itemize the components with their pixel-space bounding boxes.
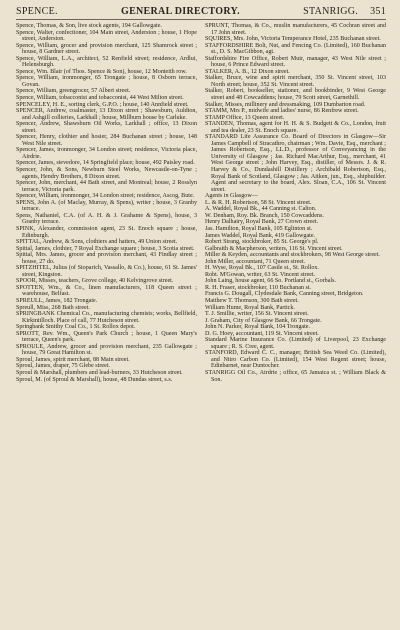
directory-entry: Spencer, John, merchant, 44 Bath street, and Montreal; house, 2 Rosslyn terrace, Victoria park. [16, 180, 197, 193]
page-number: 351 [370, 6, 386, 17]
directory-entry: Spence, Thomas, & Son, live stock agents, 194 Gallowgate. [16, 23, 162, 29]
directory-entry: Henry Dalhairy, Royal Bank, 27 Crown street. [205, 219, 319, 226]
directory-entry: Spence, William, tobacconist and tobacconist, 44 West Milton street. [16, 95, 184, 102]
header-left-name: SPENCE. [16, 6, 58, 17]
directory-entry: Spence, William, grocer and provision merchant, 125 Shamrock street ; house, 8 Gardner street. [16, 42, 197, 56]
directory-entry: Francis G. Dougall, Clydesdale Bank, Canning street, Bridgeton. [205, 291, 364, 298]
directory-entry: SPENS, John A. (of Maclay, Murray, & Spens), writer ; house, 3 Granby terrace. [16, 199, 197, 213]
directory-entry: SPROULE, Andrew, grocer and provision merchant, 235 Gallowgate ; house, 79 Great Hamilton st. [16, 343, 197, 357]
directory-entry: Agents in Glasgow— [205, 193, 258, 200]
header-right-name: STANRIGG. [303, 6, 359, 17]
directory-entry: Spencer, Henry, clothier and hosier, 284 Buchanan street ; house, 148 West Nile street. [16, 134, 197, 147]
directory-entry: Spence, William, ironmonger, 65 Trongate ; house, 8 Osborn terrace, Govan. [16, 75, 197, 88]
directory-entry: Spencer, John, & Sons, Newburn Steel Works, Newcastle-on-Tyne ; agents, Hendry Brothers, 8 Dixon street. [16, 167, 197, 180]
directory-entry: SPENCER, Andrew, coalmaster, 13 Dixon street ; Shawsburn, Auldton, and Ashgill collieries, Larkhall ; house, Millburn house by Carluke. [16, 108, 197, 121]
directory-entry: STAMP Office, 13 Queen street. [205, 114, 285, 121]
directory-entry: Sproul, James, spirit merchant, 88 Main street. [16, 356, 130, 363]
directory-entry: William Hume, Royal Bank, Partick. [205, 304, 295, 311]
directory-entry: Stalker, Bruce, wine and spirit merchant, 350 St. Vincent street, 103 North street; house, 352 St. Vincent street. [205, 75, 386, 88]
directory-entry: W. Denham, Roy. Bk. Branch, 150 Cowcaddens. [205, 212, 324, 219]
directory-entry: Sproul, James, draper, 75 Glebe street. [16, 363, 111, 370]
directory-entry: T. J. Smillie, writer, 156 St. Vincent street. [205, 311, 309, 318]
directory-columns [16, 23, 386, 383]
directory-entry: SPOTTEN, Wm., & Co., linen manufacturers, 118 Queen street ; warehouse, Belfast. [16, 284, 197, 298]
directory-entry: Standard Marine Insurance Co. (Limited) of Liverpool, 23 Exchange square ; R. S. Cree, agent. [205, 337, 386, 350]
directory-entry: STANDARD Life Assurance Co. Board of Directors in Glasgow—Sir James Campbell of Stracathro, chairman ; Wm. Davie, Esq., merchant ; James Robertson, Esq., LL.D., professor of Conveyancing in the University of Glasgow ; Jas. Richard MacArthur, Esq., merchant, 41 West George street ; John Harvey, Esq., distiller, of Messrs. J. & R. Harvey & Co., Dundashill Distillery ; Archibald Robertson, Esq., Royal Bank of Scotland, Glasgow ; Jas. Aitken, jun., Esq., shipbuilder. Agent and secretary to the board, Alex. Sloan, C.A., 106 St. Vincent street. [205, 134, 386, 193]
right-column [205, 23, 386, 383]
directory-entry: Spence, Walter, confectioner, 104 Main street, Anderston ; house, 1 Hope street, Anderston. [16, 29, 197, 43]
directory-entry: Spencer, James, ironmonger, 34 London street; residence, Victoria place, Airdrie. [16, 147, 197, 160]
directory-entry: SPOOR, Misses, teachers, Grove college, 40 Kelvingrove street. [16, 278, 174, 285]
directory-entry: STAMM, Mrs P., midwife and ladies' nurse, 86 Renfrew street. [205, 108, 359, 115]
directory-entry: John Laing, house agent, 66 So. Portland st., Gorbals. [205, 278, 337, 285]
directory-entry: SPROTT, Rev. Wm., Queen's Park Church ; house, 1 Queen Mary's terrace, Queen's park. [16, 330, 197, 344]
directory-entry: SPENCELEY, H. E., sorting clerk, G.P.O. ; house, 140 Annfield street. [16, 101, 189, 108]
directory-entry: L. & R. H. Robertson, 58 St. Vincent street. [205, 199, 312, 206]
directory-entry: Spens, Nathaniel, C.A. (of A. H. & J. Grahame & Spens), house, 3 Granby terrace. [16, 212, 197, 226]
page-header [16, 6, 386, 20]
directory-entry: Stalker, Robert, bookseller, stationer, and bookbinder, 9 West George street and 48 Cowcaddens; house, 79 Scott street, Garnethill. [205, 88, 386, 102]
directory-entry: John N. Parker, Royal Bank, 104 Trongate. [205, 324, 311, 331]
directory-entry: SPINK, Alexander, commission agent, 23 St. Enoch square ; house, Edinburgh. [16, 225, 197, 239]
directory-entry: Spence, Wm. Blair (of Thos. Spence & Son), house, 12 Monteith row. [16, 68, 187, 75]
directory-entry: R. H. Fraser, stockbroker, 110 Buchanan st. [205, 284, 312, 291]
directory-entry: Spencer, William, ironmonger, 34 London street; residence, Ascog, Bute. [16, 193, 195, 200]
directory-entry: SPREULL, James, 182 Trongate. [16, 297, 98, 304]
directory-entry: SQUIRES, Mrs. John, Victoria Temperance Hotel, 235 Buchanan street. [205, 36, 381, 43]
directory-entry: Miller & Keyden, accountants and stockbrokers, 98 West George street. [205, 252, 380, 259]
directory-entry: SPITZHITEL, Julius (of Stoparich, Vassallo, & Co.), house, 61 St. James' street, Kingston. [16, 265, 197, 278]
directory-entry: Spittal, Mrs. James, grocer and provision merchant, 43 Findlay street ; house, 27 do. [16, 252, 197, 265]
directory-entry: STALKER, A. B., 12 Dixon street. [205, 68, 290, 75]
directory-entry: Matthew T. Thomson, 300 Bath street. [205, 297, 299, 304]
directory-entry: A. Waddel, Royal Bk., 44 Canning st. Calton. [205, 206, 317, 213]
directory-entry: STANDEN, Thomas, agent for H. H. & S. Budgett & Co., London, fruit and tea dealer, 23 St. Enoch square. [205, 121, 386, 134]
directory-entry: D. G. Hoey, accountant, 119 St. Vincent street. [205, 330, 319, 337]
directory-entry: Galbraith & Macpherson, writers, 116 St. Vincent street. [205, 245, 343, 252]
directory-entry: Staffordshire Fire Office, Robert Muir, manager, 43 West Nile street ; house, 6 Prince Edward street. [205, 55, 386, 69]
directory-entry: STANFORD, Edward C. C., manager, British Sea Weed Co. (Limited), and Nitro Carbon Co. (Limited), 154 West Regent street; house, Edinbarnet, near Duntocher. [205, 350, 386, 370]
directory-entry: Spittal, James, clothier, 7 Royal Exchange square ; house, 3 Scotia street. [16, 245, 195, 252]
directory-entry: Robert Strang, stockbroker, 85 St. George's pl. [205, 239, 319, 246]
directory-entry: John Miller, accountant, 71 Queen street. [205, 258, 306, 265]
directory-entry: Stalker, Misses, millinery and dressmaking, 109 Dumbarton road. [205, 101, 366, 108]
directory-entry: Sproul, M. (of Sproul & Marshall), house, 48 Dundas street, s.s. [16, 376, 173, 383]
left-column [16, 23, 197, 383]
directory-entry: Spreull, Miss, 268 Bath street. [16, 304, 90, 311]
directory-entry: STAFFORDSHIRE Bolt, Nut, and Fencing Co. (Limited), 160 Buchanan st., D. S. MacGibbon, agt. [205, 42, 386, 56]
directory-entry: SPRINGBANK Chemical Co., manufacturing chemists; works, Bellfield, Kirkintilloch. Place of call, 77 Hutcheson street. [16, 311, 197, 324]
directory-entry: Spencer, James, stevedore, 14 Springfield place; house, 492 Paisley road. [16, 160, 195, 167]
directory-entry: Springbank Smithy Coal Co., 1 St. Rollox depot. [16, 324, 136, 331]
directory-entry: James Waddel, Royal Bank, 419 Gallowgate. [205, 232, 316, 239]
directory-entry: J. Graham, City of Glasgow Bank, 66 Trongate. [205, 317, 322, 324]
directory-entry: Sproul & Marshall, plumbers and lead-burners, 33 Hutcheson street. [16, 369, 183, 376]
directory-entry: SPRUNT, Thomas, & Co., muslin manufacturers, 45 Cochran street and 17 John street. [205, 23, 386, 36]
directory-entry: Jas. Hamilton, Royal Bank, 105 Eglinton st. [205, 225, 313, 232]
directory-entry: Spence, William, greengrocer, 57 Albert street. [16, 88, 131, 95]
directory-entry: STANRIGG Oil Co., Airdrie ; office, 65 Jamaica st. ; William Black & Son. [205, 369, 386, 383]
directory-entry: Robt. M'Gowan, writer, 63 St. Vincent street. [205, 271, 316, 278]
header-title: GENERAL DIRECTORY. [120, 6, 240, 17]
directory-entry: H. Wyse, Royal Bk., 107 Castle st., St. Rollox. [205, 265, 319, 272]
directory-entry: Spencer, Andrew, Shawsburn Oil Works, Larkhall ; office, 13 Dixon street. [16, 121, 197, 134]
directory-entry: Spence, William, L.A., architect, 52 Renfield street; residence, Ardlui, Helensburgh. [16, 55, 197, 69]
directory-entry: SPITTAL, Andrew, & Sons, clothiers and hatters, 49 Union street. [16, 239, 178, 246]
